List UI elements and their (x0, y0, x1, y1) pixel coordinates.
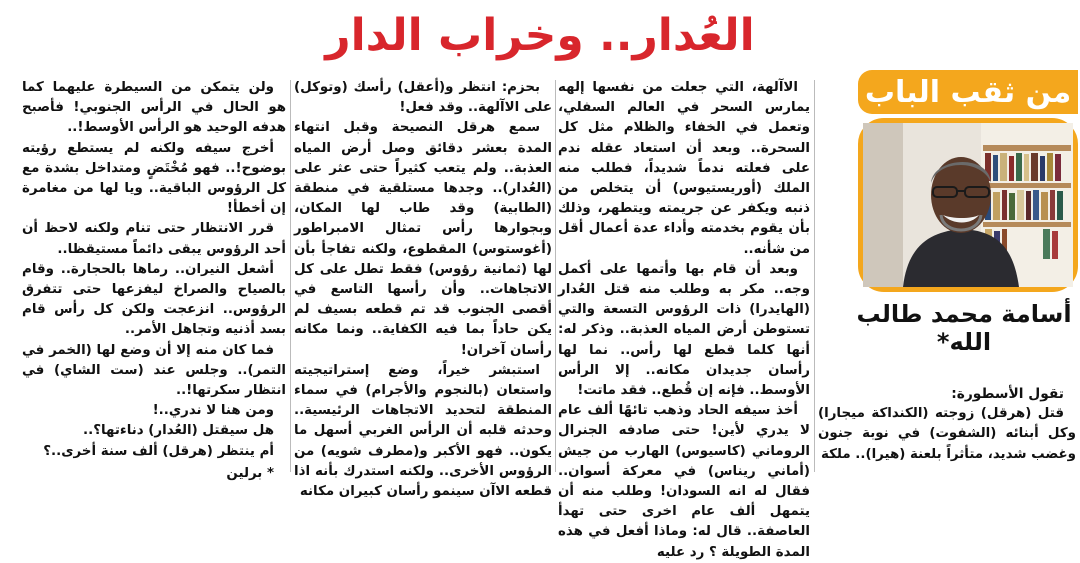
article-paragraph: ولن يتمكن من السيطرة عليهما كما هو الحال في الرأس الجنوبي! فأصبح هدفه الوحيد هو الرأس الأوسط!.. (22, 80, 286, 136)
article-signature: * برلين (226, 465, 274, 481)
article-paragraph: ومن هنا لا ندري..! (152, 403, 274, 419)
article-paragraph: وبعد أن قام بها وأتمها على أكمل وجه.. مكر به وطلب منه قتل العُدار (الهايدرا) ذات الرؤوس التسعة والتي تستوطن أرض المياه العذبة.. وذكر له: أنها كلما قطع لها رأس.. نما لها رأسان جديدان مكانه.. إلا الرأس الأوسط.. فإنه إن قُطع.. فقد ماتت! (558, 261, 810, 399)
article-paragraph: الاآلهة، التي جعلت من نفسها إلهه يمارس السحر في العالم السفلي، وتعمل في الخفاء والظلام مثل كل السحرة.. وبعد أن استعاد عقله ندم على فعلته ندماً شديداً، فطلب منه الملك (أوريستيوس) أن يتخلص من ذنبه ويكفر عن جريمته ويتطهر، وذلك بأن يقوم بخدمته وأداء عدة أعمال أقل من شأنه.. (558, 80, 810, 257)
article-paragraph: قتل (هرقل) زوجته (الكنداكة ميجارا) وكل أبنائه (الشفوت) في نوبة جنون وغضب شديد، متأثراً بلعنة (هيرا).. ملكة (818, 406, 1076, 462)
headline-bar (0, 4, 1080, 66)
column-tag-label: من ثقب الباب (864, 74, 1072, 110)
article-headline: العُدار.. وخراب الدار (325, 9, 755, 61)
article-paragraph: أم ينتظر (هرقل) ألف سنة أخرى..؟ (43, 443, 274, 459)
article-paragraph: سمع هرقل النصيحة وقبل انتهاء المدة بعشر دقائق وصل أرض المياه العذبة.. ولم يتعب كثيراً حتى عثر على (العُدار).. وجدها مستلقية في منطقة (الطابية) وقد طاب لها المكان، وبجوارها رأس تمثال الامبراطور (أغوستوس) المقطوع، ولكنه تفاجأ بأن لها (ثمانية رؤوس) فقط تطل على كل الاتجاهات.. وأن رأسها التاسع في أقصى الجنوب قد تم قطعه بسيف لم يكن حاداً بما فيه الكفاية.. ونما مكانه رأسان آخران! (294, 120, 552, 358)
article-lead: تقول الأسطورة: (951, 386, 1064, 402)
article-paragraph: أخرج سيفه ولكنه لم يستطع رؤيته بوضوح!.. فهو مُخْتَضٍ ومتداخل بشدة مع كل الرؤوس الباقية.. ويا لها من مغامرة إن أخطأ! (22, 140, 286, 217)
article-column-1 (818, 78, 1076, 474)
article-paragraph: فما كان منه إلا أن وضع لها (الخمر في التمر).. وجلس عند (ست الشاي) في انتظار سكرتها!.. (22, 342, 286, 399)
article-paragraph: أشعل النيران.. رماها بالحجارة.. وقام بالصياح والصراخ ليفزعها حتى تتفرق الرؤوس.. انزعجت ولكن كل رأس قام بسد أذنيه وتجاهل الأمر.. (22, 261, 286, 338)
article-column-2 (558, 78, 810, 560)
article-paragraph: قرر الانتظار حتى تنام ولكنه لاحظ أن أحد الرؤوس يبقى دائماً مستيقظا.. (22, 221, 286, 257)
author-byline: أسامة محمد طالب الله* (856, 300, 1072, 356)
article-column-3 (294, 78, 552, 500)
article-column-4 (22, 78, 286, 481)
column-divider (814, 80, 815, 472)
column-divider (290, 80, 291, 472)
article-paragraph: أخذ سيفه الحاد وذهب تائهًا ألف عام لا يدري لأين! حتى صادفه الجنرال الروماني (كاسيوس) الهارب من جيش (أماني ريناس) في معركة أسوان.. فقال له انه السودان! وطلب منه أن يتمهل ألف عام اخرى حتى تهدأ العاصفة.. قال له: وماذا أفعل في هذه المدة الطويلة ؟ رد عليه (558, 403, 810, 560)
article-paragraph: استبشر خيراً، وضع إستراتيجيته واستعان (بالنجوم والأجرام) في سماء المنطقة لتحديد الاتجاهات الرئيسية.. وحدثه قلبه أن الرأس الغربي أسهل ما يكون.. فهو الأكبر و(مطرف شويه) من الرؤوس الأخرى.. ولكنه استدرك بأنه اذا قطعه الاآن سينمو رأسان كبيران مكانه (294, 362, 552, 500)
article-paragraph: هل سيقتل (العُدار) دناءتها؟.. (83, 423, 274, 439)
article-paragraph: بحزم: انتظر و(أعقل) رأسك (وتوكل) على الاآلهة.. وقد فعل! (294, 80, 552, 116)
column-divider (555, 80, 556, 472)
